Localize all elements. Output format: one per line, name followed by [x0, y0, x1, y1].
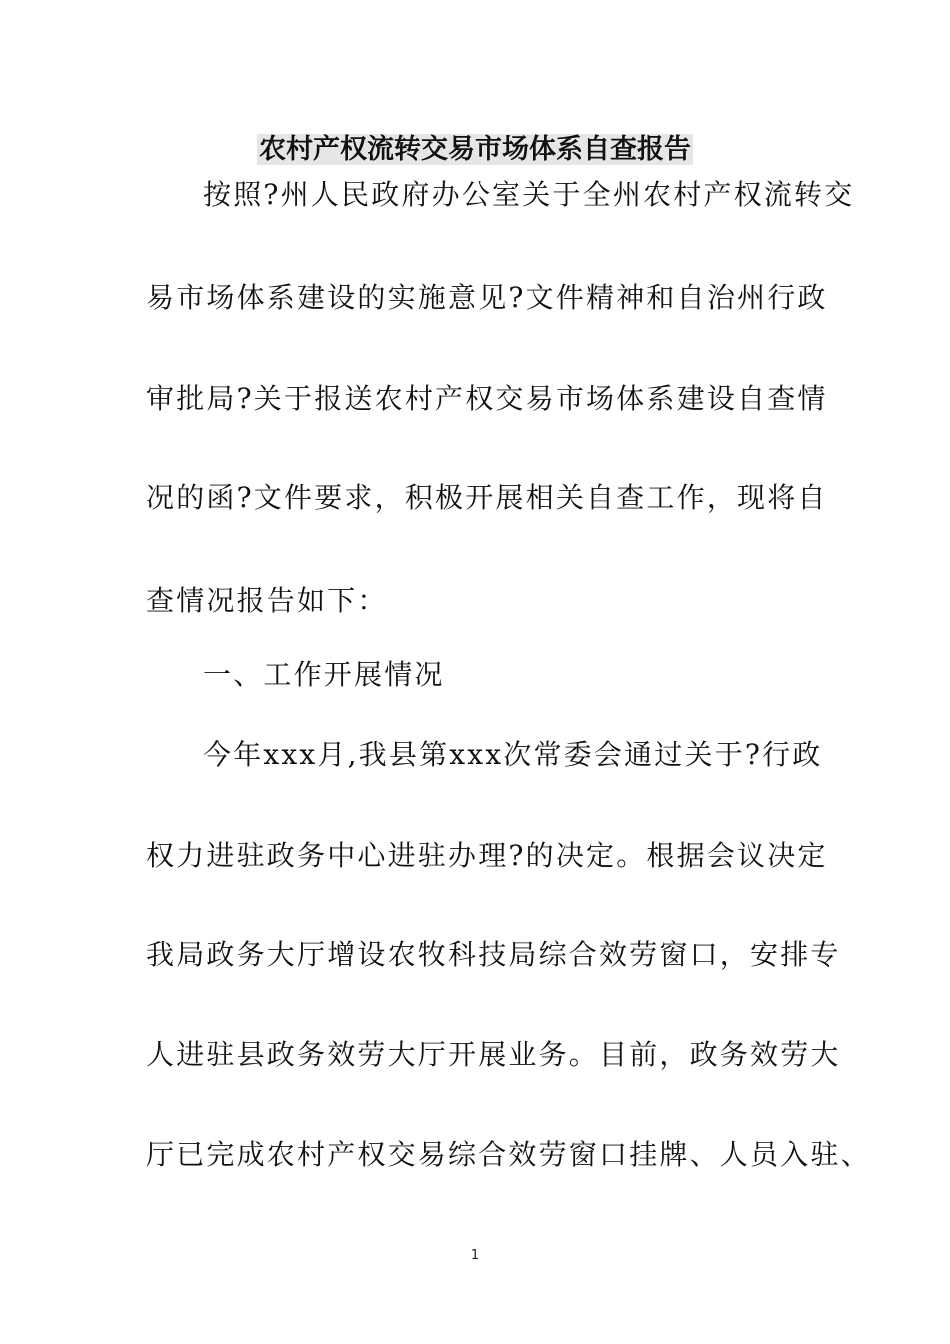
paragraph-line-5: 查情况报告如下：	[146, 584, 388, 617]
paragraph-line-7: 今年xxx月,我县第xxx次常委会通过关于?行政	[203, 738, 823, 771]
paragraph-line-4: 况的函?文件要求，积极开展相关自查工作，现将自	[146, 481, 828, 514]
paragraph-line-11: 厅已完成农村产权交易综合效劳窗口挂牌、人员入驻、	[146, 1138, 871, 1171]
paragraph-line-1: 按照?州人民政府办公室关于全州农村产权流转交	[203, 178, 855, 211]
paragraph-line-9: 我局政务大厅增设农牧科技局综合效劳窗口，安排专	[146, 938, 841, 971]
paragraph-line-3: 审批局?关于报送农村产权交易市场体系建设自查情	[146, 382, 828, 415]
page-number: 1	[470, 1248, 480, 1263]
section-heading: 一、工作开展情况	[203, 658, 445, 691]
paragraph-line-10: 人进驻县政务效劳大厅开展业务。目前，政务效劳大	[146, 1038, 841, 1071]
paragraph-line-8: 权力进驻政务中心进驻办理?的决定。根据会议决定	[146, 839, 828, 872]
paragraph-line-2: 易市场体系建设的实施意见?文件精神和自治州行政	[146, 281, 828, 314]
document-title	[0, 132, 950, 168]
document-title-text: 农村产权流转交易市场体系自查报告	[259, 134, 691, 165]
